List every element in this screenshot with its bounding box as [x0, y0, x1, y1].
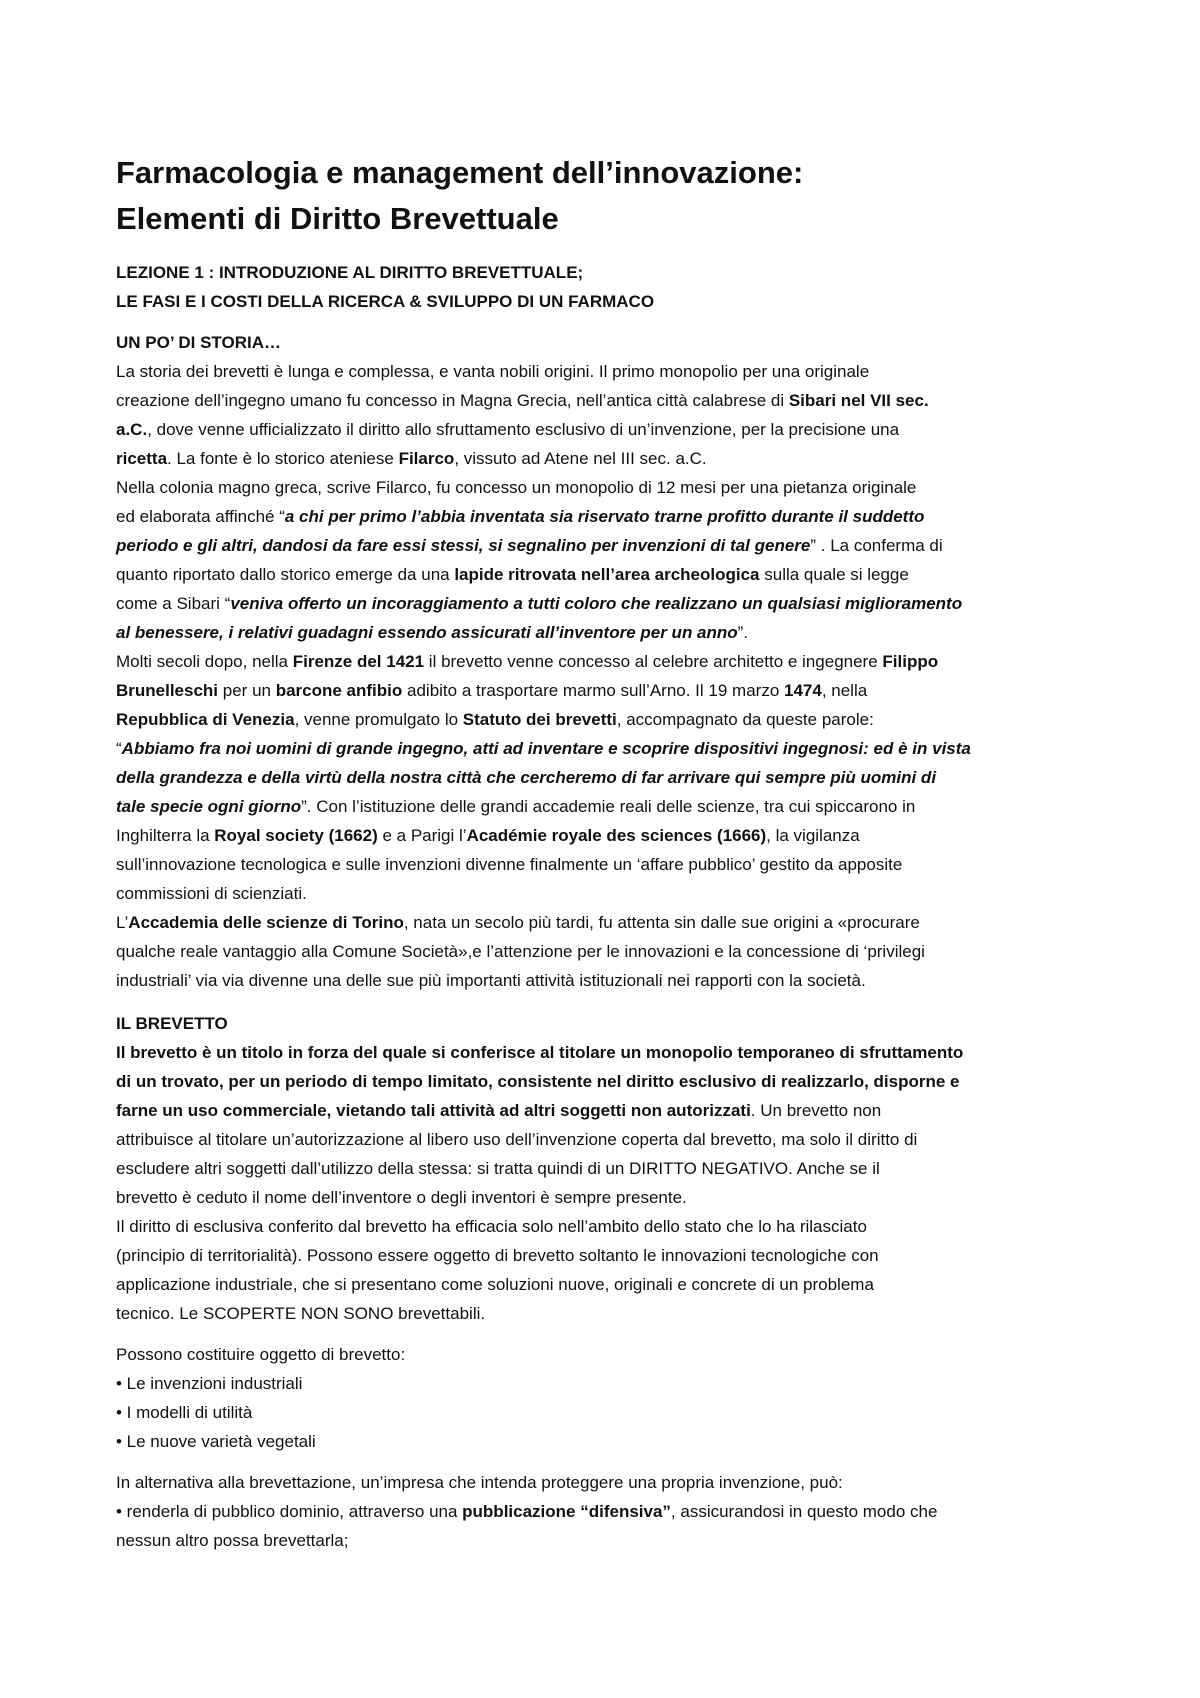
section-heading-brevetto: IL BREVETTO: [116, 1014, 228, 1033]
paragraph-storia-4: L’Accademia delle scienze di Torino, nata un secolo più tardi, fu attenta sin dalle sue origini a «procurare qualche reale vantaggio alla Comune Società»,e l’attenzione per le innovazioni e la concessione di ‘privilegi industriali’ via via divenne una delle sue più importanti attività istituzionali nei rapporti con la società.: [116, 913, 925, 990]
list-oggetto-brevetto: [116, 1340, 1096, 1456]
lesson-line-2: LE FASI E I COSTI DELLA RICERCA & SVILUPPO DI UN FARMACO: [116, 292, 655, 311]
paragraph-brevetto-1: Il brevetto è un titolo in forza del quale si conferisce al titolare un monopolio temporaneo di sfruttamento di un trovato, per un periodo di tempo limitato, consistente nel diritto esclusivo di realizzarlo, disporne e farne un uso commerciale, vietando tali attività ad altri soggetti non autorizzati. Un brevetto non attribuisce al titolare un’autorizzazione al libero uso dell’invenzione coperta dal brevetto, ma solo il diritto di escludere altri soggetti dall’utilizzo della stessa: si tratta quindi di un DIRITTO NEGATIVO. Anche se il brevetto è ceduto il nome dell’inventore o degli inventori è sempre presente.: [116, 1043, 964, 1207]
list-item: • renderla di pubblico dominio, attraverso una pubblicazione “difensiva”, assicurandosi in questo modo che: [116, 1502, 938, 1521]
paragraph-storia-1: La storia dei brevetti è lunga e complessa, e vanta nobili origini. Il primo monopolio per una originale creazione dell’ingegno umano fu concesso in Magna Grecia, nell’antica città calabrese di Sibari nel VII sec. a.C., dove venne ufficializzato il diritto allo sfruttamento esclusivo di un’invenzione, per la precisione una ricetta. La fonte è lo storico ateniese Filarco, vissuto ad Atene nel III sec. a.C.: [116, 362, 929, 468]
list-item: • I modelli di utilità: [116, 1403, 253, 1422]
paragraph-storia-3: Molti secoli dopo, nella Firenze del 1421 il brevetto venne concesso al celebre architetto e ingegnere Filippo Brunelleschi per un barcone anfibio adibito a trasportare marmo sull’Arno. Il 19 marzo 1474, nella Repubblica di Venezia, venne promulgato lo Statuto dei brevetti, accompagnato da queste parole: “Abbiamo fra noi uomini di grande ingegno, atti ad inventare e scoprire dispositivi ingegnosi: ed è in vista della grandezza e della virtù della nostra città che cercheremo di far arrivare qui sempre più uomini di tale specie ogni giorno”. Con l’istituzione delle grandi accademie reali delle scienze, tra cui spiccarono in Inghilterra la Royal society (1662) e a Parigi l’Académie royale des sciences (1666), la vigilanza sull’innovazione tecnologica e sulle invenzioni divenne finalmente un ‘affare pubblico’ gestito da apposite commissioni di scienziati.: [116, 652, 971, 903]
list-item: • Le nuove varietà vegetali: [116, 1432, 316, 1451]
lesson-heading: [116, 258, 1096, 316]
title-line-2: Elementi di Diritto Brevettuale: [116, 201, 559, 236]
document-title: [116, 150, 1116, 242]
list-intro: Possono costituire oggetto di brevetto:: [116, 1345, 406, 1364]
list-alternativa-brevetto: In alternativa alla brevettazione, un’impresa che intenda proteggere una propria invenzione, può: • renderla di pubblico dominio, attraverso una pubblicazione “difensiva”, assicurandosi in questo modo che nessun altro possa brevettarla;: [116, 1468, 1096, 1555]
list-intro: In alternativa alla brevettazione, un’impresa che intenda proteggere una propria invenzione, può:: [116, 1473, 843, 1492]
title-line-1: Farmacologia e management dell’innovazione:: [116, 155, 804, 190]
paragraph-brevetto-2: Il diritto di esclusiva conferito dal brevetto ha efficacia solo nell’ambito dello stato che lo ha rilasciato (principio di territorialità). Possono essere oggetto di brevetto soltanto le innovazioni tecnologiche con applicazione industriale, che si presentano come soluzioni nuove, originali e concrete di un problema tecnico. Le SCOPERTE NON SONO brevettabili.: [116, 1217, 879, 1323]
lesson-line-1: LEZIONE 1 : INTRODUZIONE AL DIRITTO BREVETTUALE;: [116, 263, 584, 282]
list-item: • Le invenzioni industriali: [116, 1374, 303, 1393]
document-body: [116, 258, 1096, 1555]
section-heading-storia: UN PO’ DI STORIA…: [116, 333, 281, 352]
paragraph-storia-2: Nella colonia magno greca, scrive Filarco, fu concesso un monopolio di 12 mesi per una pietanza originale ed elaborata affinché “a chi per primo l’abbia inventata sia riservato trarne profitto durante il suddetto periodo e gli altri, dandosi da fare essi stessi, si segnalino per invenzioni di tal genere” . La conferma di quanto riportato dallo storico emerge da una lapide ritrovata nell’area archeologica sulla quale si legge come a Sibari “veniva offerto un incoraggiamento a tutti coloro che realizzano un qualsiasi miglioramento al benessere, i relativi guadagni essendo assicurati all’inventore per un anno”.: [116, 478, 963, 642]
